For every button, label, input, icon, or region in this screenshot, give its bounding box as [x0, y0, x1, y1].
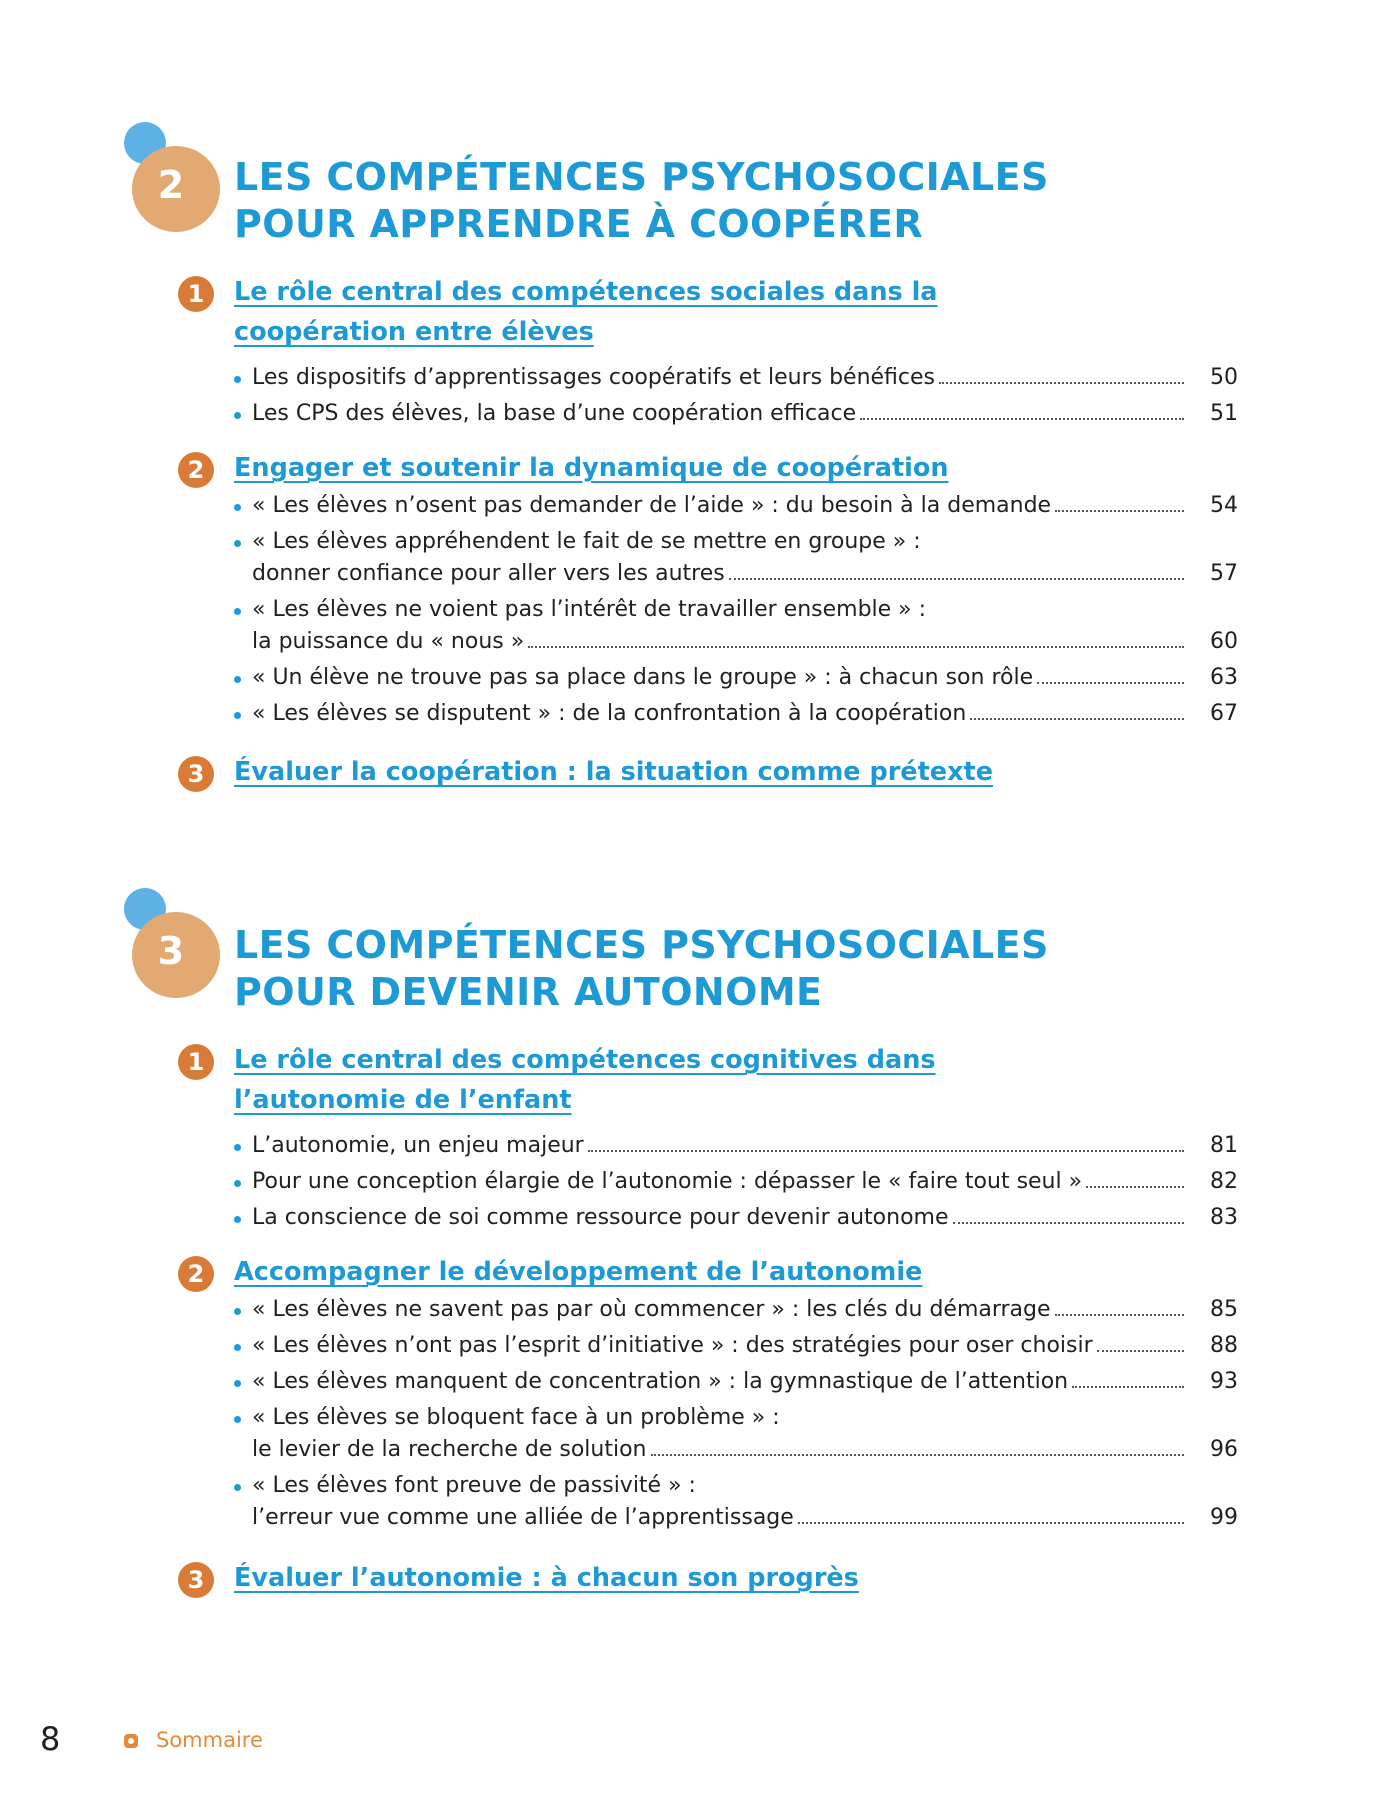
- entry-text: « Les élèves font preuve de passivité » :: [252, 1473, 696, 1498]
- page-number: 96: [1210, 1437, 1238, 1462]
- toc-entry[interactable]: [234, 490, 1238, 522]
- toc-entry[interactable]: [234, 1470, 1238, 1534]
- entry-text: « Les élèves n’ont pas l’esprit d’initiative » : des stratégies pour oser choisir: [252, 1333, 1093, 1358]
- dot-leader: [528, 646, 1184, 648]
- subsection-number: 1: [178, 1044, 214, 1080]
- entry-text: Les CPS des élèves, la base d’une coopération efficace: [252, 401, 857, 426]
- toc-entry[interactable]: [234, 1402, 1238, 1466]
- toc-entry[interactable]: [234, 698, 1238, 730]
- page-number: 81: [1210, 1133, 1238, 1158]
- bullet-icon: [234, 1144, 241, 1151]
- entry-text: « Les élèves se bloquent face à un problème » :: [252, 1405, 780, 1430]
- page-number: 54: [1210, 493, 1238, 518]
- page-number: 57: [1210, 561, 1238, 586]
- subsection-number: 3: [178, 756, 214, 792]
- subsection-number: 3: [178, 1562, 214, 1598]
- dot-leader: [953, 1222, 1184, 1224]
- entry-text: « Les élèves appréhendent le fait de se mettre en groupe » :: [252, 529, 921, 554]
- dot-leader: [651, 1454, 1185, 1456]
- dot-leader: [860, 418, 1184, 420]
- entry-text: donner confiance pour aller vers les autres: [252, 561, 725, 586]
- bullet-icon: [234, 1180, 241, 1187]
- page-number: 88: [1210, 1333, 1238, 1358]
- toc-entry[interactable]: [234, 1330, 1238, 1362]
- page-number: 67: [1210, 701, 1238, 726]
- toc-entry[interactable]: [234, 1130, 1238, 1162]
- toc-entry[interactable]: [234, 1294, 1238, 1326]
- entry-text: le levier de la recherche de solution: [252, 1437, 647, 1462]
- entry-text: « Les élèves ne voient pas l’intérêt de travailler ensemble » :: [252, 597, 927, 622]
- dot-leader: [939, 382, 1184, 384]
- subsection-link[interactable]: Le rôle central des compétences cognitives dans l’autonomie de l’enfant: [234, 1045, 936, 1115]
- bullet-icon: [234, 1484, 241, 1491]
- bullet-icon: [234, 504, 241, 511]
- footer-label[interactable]: Sommaire: [156, 1728, 263, 1752]
- bullet-icon: [234, 1308, 241, 1315]
- bullet-icon: [234, 1344, 241, 1351]
- section-title-line-2: POUR APPRENDRE À COOPÉRER: [234, 202, 924, 246]
- bullet-icon: [234, 1216, 241, 1223]
- entry-text: l’erreur vue comme une alliée de l’apprentissage: [252, 1505, 794, 1530]
- entry-text: « Un élève ne trouve pas sa place dans le groupe » : à chacun son rôle: [252, 665, 1034, 690]
- page-number: 99: [1210, 1505, 1238, 1530]
- dot-leader: [1086, 1186, 1184, 1188]
- subsection-link[interactable]: Évaluer la coopération : la situation comme prétexte: [234, 757, 994, 787]
- bullet-icon: [234, 676, 241, 683]
- page-number: 63: [1210, 665, 1238, 690]
- dot-leader: [970, 718, 1184, 720]
- section-title: [234, 154, 1049, 248]
- entry-text: la puissance du « nous »: [252, 629, 525, 654]
- bullet-icon: [234, 1380, 241, 1387]
- dot-leader: [588, 1150, 1184, 1152]
- bullet-icon: [234, 376, 241, 383]
- sommaire-icon: [124, 1734, 138, 1748]
- subsection-link[interactable]: Engager et soutenir la dynamique de coopération: [234, 453, 949, 483]
- entry-text: Pour une conception élargie de l’autonomie : dépasser le « faire tout seul »: [252, 1169, 1083, 1194]
- page-number: 50: [1210, 365, 1238, 390]
- page-number: 93: [1210, 1369, 1238, 1394]
- entry-text: « Les élèves n’osent pas demander de l’aide » : du besoin à la demande: [252, 493, 1052, 518]
- entry-text: L’autonomie, un enjeu majeur: [252, 1133, 584, 1158]
- subsection-number: 1: [178, 276, 214, 312]
- subsection-link[interactable]: Évaluer l’autonomie : à chacun son progrès: [234, 1563, 859, 1593]
- page-number: 83: [1210, 1205, 1238, 1230]
- entry-text: « Les élèves se disputent » : de la confrontation à la coopération: [252, 701, 967, 726]
- bullet-icon: [234, 540, 241, 547]
- dot-leader: [1055, 510, 1184, 512]
- section-title: [234, 922, 1049, 1016]
- subsection-link[interactable]: Accompagner le développement de l’autonomie: [234, 1257, 923, 1287]
- section-number: 2: [132, 146, 220, 232]
- page-number: 51: [1210, 401, 1238, 426]
- section-title-line-1: LES COMPÉTENCES PSYCHOSOCIALES: [234, 155, 1049, 199]
- dot-leader: [798, 1522, 1184, 1524]
- bullet-icon: [234, 1416, 241, 1423]
- entry-text: « Les élèves manquent de concentration » : la gymnastique de l’attention: [252, 1369, 1069, 1394]
- dot-leader: [729, 578, 1184, 580]
- entry-text: La conscience de soi comme ressource pour devenir autonome: [252, 1205, 949, 1230]
- page-number: 82: [1210, 1169, 1238, 1194]
- dot-leader: [1072, 1386, 1184, 1388]
- toc-entry[interactable]: [234, 526, 1238, 590]
- subsection-number: 2: [178, 1256, 214, 1292]
- toc-entry[interactable]: [234, 1202, 1238, 1234]
- section-title-line-2: POUR DEVENIR AUTONOME: [234, 970, 823, 1014]
- entry-text: Les dispositifs d’apprentissages coopératifs et leurs bénéfices: [252, 365, 935, 390]
- toc-entry[interactable]: [234, 662, 1238, 694]
- toc-entry[interactable]: [234, 594, 1238, 658]
- toc-entry[interactable]: [234, 398, 1238, 430]
- bullet-icon: [234, 712, 241, 719]
- subsection-link[interactable]: Le rôle central des compétences sociales dans la coopération entre élèves: [234, 277, 938, 347]
- dot-leader: [1055, 1314, 1184, 1316]
- toc-entry[interactable]: [234, 362, 1238, 394]
- entry-text: « Les élèves ne savent pas par où commencer » : les clés du démarrage: [252, 1297, 1051, 1322]
- page-number: 85: [1210, 1297, 1238, 1322]
- dot-leader: [1097, 1350, 1184, 1352]
- section-title-line-1: LES COMPÉTENCES PSYCHOSOCIALES: [234, 923, 1049, 967]
- bullet-icon: [234, 412, 241, 419]
- bullet-icon: [234, 608, 241, 615]
- page-number: 60: [1210, 629, 1238, 654]
- subsection-number: 2: [178, 452, 214, 488]
- toc-entry[interactable]: [234, 1366, 1238, 1398]
- section-number: 3: [132, 912, 220, 998]
- page-number-footer: 8: [40, 1720, 61, 1758]
- toc-entry[interactable]: [234, 1166, 1238, 1198]
- dot-leader: [1037, 682, 1184, 684]
